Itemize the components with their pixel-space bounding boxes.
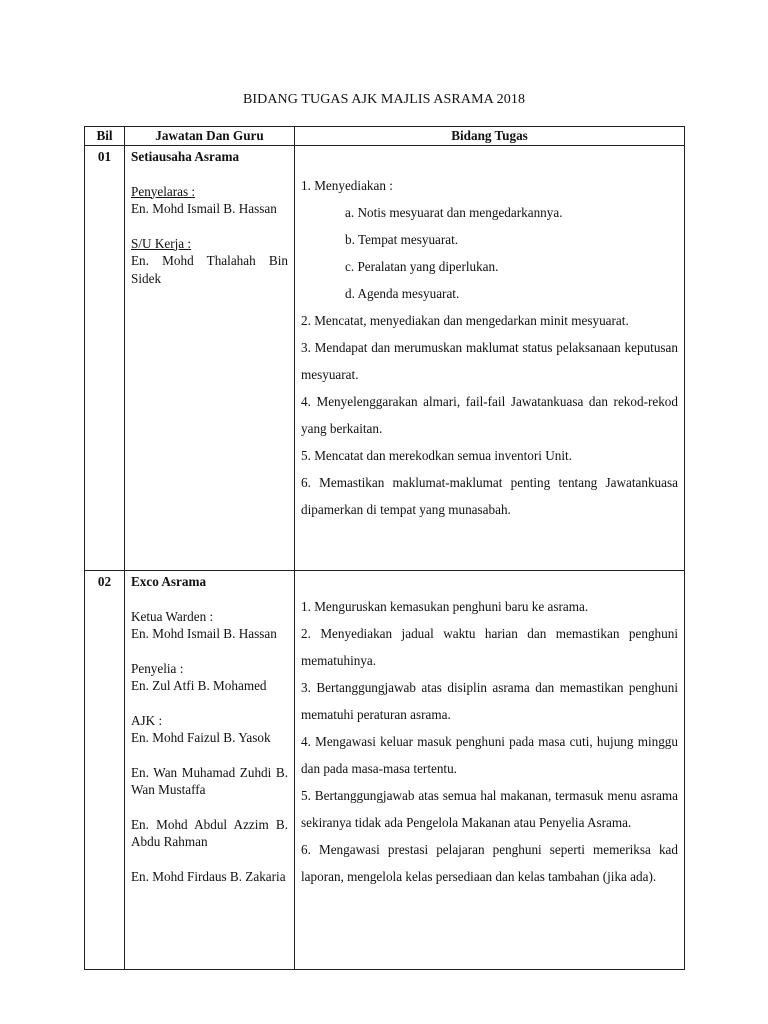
duties-cell: [295, 571, 685, 970]
role-block: [131, 660, 288, 695]
role-label: Ketua Warden :: [131, 608, 214, 624]
section-name: Setiausaha Asrama: [131, 149, 240, 164]
duty-item: 6. Memastikan maklumat-maklumat penting tentang Jawatankuasa dipamerkan di tempat yang munasabah.: [301, 475, 678, 517]
teacher-name: En. Mohd Thalahah Bin Sidek: [131, 253, 288, 286]
section-name: Exco Asrama: [131, 574, 207, 589]
teacher-name: En. Mohd Faizul B. Yasok: [131, 730, 271, 745]
duty-item: 4. Mengawasi keluar masuk penghuni pada masa cuti, hujung minggu dan pada masa-masa tertentu.: [301, 734, 678, 776]
teacher-name: En. Wan Muhamad Zuhdi B. Wan Mustaffa: [131, 764, 288, 797]
duty-item: 1. Menguruskan kemasukan penghuni baru ke asrama.: [301, 599, 589, 614]
role-block: [131, 868, 288, 886]
teacher-name: En. Mohd Ismail B. Hassan: [131, 201, 277, 216]
role-label: S/U Kerja :: [131, 235, 192, 251]
duty-item: 3. Mendapat dan merumuskan maklumat status pelaksanaan keputusan mesyuarat.: [301, 340, 678, 382]
sub-duty-item: b. Tempat mesyuarat.: [345, 232, 459, 247]
row-number: 02: [85, 571, 125, 970]
role-label: Penyelaras :: [131, 183, 196, 199]
duty-item: 6. Mengawasi prestasi pelajaran penghuni seperti memeriksa kad laporan, mengelola kelas persediaan dan kelas tambahan (jika ada).: [301, 842, 678, 884]
sub-duty-item: c. Peralatan yang diperlukan.: [345, 259, 499, 274]
teacher-name: En. Mohd Ismail B. Hassan: [131, 626, 277, 641]
role-label: Penyelia :: [131, 660, 184, 676]
role-block: [131, 712, 288, 747]
role-block: [131, 235, 288, 288]
role-label: AJK :: [131, 712, 163, 728]
page-title: BIDANG TUGAS AJK MAJLIS ASRAMA 2018: [242, 92, 526, 107]
header-bidang-tugas: Bidang Tugas: [295, 127, 685, 146]
teacher-name: En. Zul Atfi B. Mohamed: [131, 678, 267, 693]
table-row: [85, 146, 685, 571]
role-block: [131, 816, 288, 851]
duty-item: 5. Bertanggungjawab atas semua hal makanan, termasuk menu asrama sekiranya tidak ada Pengelola Makanan atau Penyelia Asrama.: [301, 788, 678, 830]
position-cell: [125, 571, 295, 970]
duty-item: 1. Menyediakan :: [301, 178, 393, 193]
teacher-name: En. Mohd Abdul Azzim B. Abdu Rahman: [131, 816, 288, 849]
header-bil: Bil: [85, 127, 125, 146]
duty-item: 2. Mencatat, menyediakan dan mengedarkan minit mesyuarat.: [301, 313, 629, 328]
duties-table: [84, 126, 685, 970]
row-number: 01: [85, 146, 125, 571]
duty-item: 2. Menyediakan jadual waktu harian dan memastikan penghuni mematuhinya.: [301, 626, 678, 668]
position-cell: [125, 146, 295, 571]
role-block: [131, 183, 288, 218]
duty-item: 5. Mencatat dan merekodkan semua inventori Unit.: [301, 448, 572, 463]
header-jawatan: Jawatan Dan Guru: [125, 127, 295, 146]
duties-cell: [295, 146, 685, 571]
sub-duty-item: d. Agenda mesyuarat.: [345, 286, 460, 301]
role-block: [131, 608, 288, 643]
duty-item: 4. Menyelenggarakan almari, fail-fail Jawatankuasa dan rekod-rekod yang berkaitan.: [301, 394, 678, 436]
duty-item: 3. Bertanggungjawab atas disiplin asrama dan memastikan penghuni mematuhi peraturan asrama.: [301, 680, 678, 722]
teacher-name: En. Mohd Firdaus B. Zakaria: [131, 868, 286, 884]
sub-duty-item: a. Notis mesyuarat dan mengedarkannya.: [345, 205, 563, 220]
table-header-row: [85, 127, 685, 146]
role-block: [131, 764, 288, 799]
table-row: [85, 571, 685, 970]
